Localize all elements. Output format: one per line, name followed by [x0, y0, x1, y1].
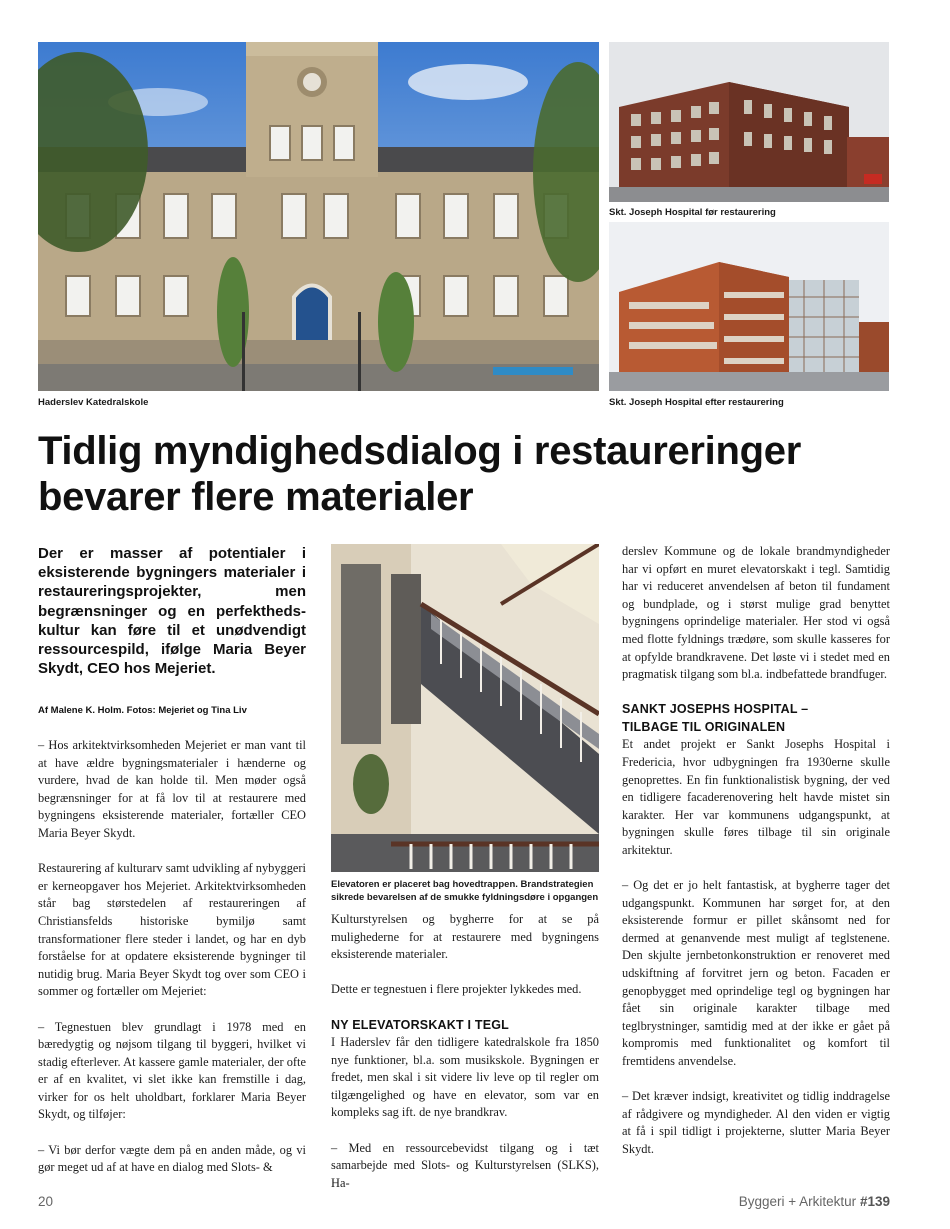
column-3: [622, 543, 890, 1159]
paragraph: derslev Kommune og de lokale brandmyndigheder har vi opført en muret elevatorskakt i tegl. Samtidig har vi reduceret anvendelsen af beton til fundament og bundplade, og i størst mulige grad benyttet bygningens oprindelige materialer. Her stod vi også med flotte fyldnings trædøre, som skulle kasseres for at opfylde brandkravene. Det løste vi i stedet med en pragmatisk tilgang som bl.a. indbefattede brandfuger.: [622, 544, 890, 682]
photo-katedralskole: [38, 42, 599, 391]
article-lead: Der er masser af potentialer i eksisterende bygningers materialer i restaureringsprojekter, men begrænsninger og en perfekthedskultur kan føre til et unødvendigt ressourcespild, ifølge Maria Beyer Skydt, CEO hos Mejeriet.: [38, 545, 306, 678]
issue-number: #139: [859, 1194, 890, 1209]
byline: Af Malene K. Holm. Fotos: Mejeriet og Tina Liv: [38, 705, 247, 716]
paragraph: Kulturstyrelsen og bygherre for at se på mulighederne for at restaurere med bygningens eksisterende materialer.: [331, 912, 599, 962]
subheading: SANKT JOSEPHS HOSPITAL – TILBAGE TIL ORIGINALEN: [622, 702, 809, 734]
photo-staircase: [331, 544, 599, 872]
photo-hospital-after: [609, 222, 889, 391]
magazine-footer: [739, 1194, 890, 1209]
paragraph: – Tegnestuen blev grundlagt i 1978 med en bæredygtig og nøjsom tilgang til byggeri, hvilket vi stadig efterlever. At kassere gamle materialer, der ofte er af en kvalitet, vi slet ikke kan fremstille i dag, virker for os helt uholdbart, forklarer Maria Beyer Skydt, og tilføjer:: [38, 1019, 306, 1122]
paragraph: Et andet projekt er Sankt Josephs Hospital i Fredericia, hvor udbygningen fra 1930erne skulle genoprettes. En fin funktionalistisk bygning, der ved en tidligere facaderenovering helt havde mistet sin karakter. Her var kommunens udgangspunkt, at bygningen skulle føres tilbage til sin originale arkitektur.: [622, 737, 890, 857]
paragraph: Dette er tegnestuen i flere projekter lykkedes med.: [331, 982, 582, 997]
magazine-name: Byggeri + Arkitektur: [738, 1194, 857, 1209]
column-2: [331, 911, 599, 1192]
article-headline: Tidlig myndighedsdialog i restaureringer bevarer flere materialer: [38, 429, 801, 519]
paragraph: – Hos arkitektvirksomheden Mejeriet er man vant til at have ældre bygningsmaterialer i hænderne og vurdere, hvad de kan holde til. Men møder også begrænsninger for at få lov til at restaurere med bygningens eksisterende materialer, fortæller CEO Maria Beyer Skydt.: [38, 738, 306, 840]
paragraph: – Og det er jo helt fantastisk, at bygherre tager det udgangspunkt. Kommunen har sørget for, at den eksisterende formur er pillet skånsomt ned for dermed at genanvende mest muligt af teglstenene. Den skjulte jernbetonkonstruktion er renoveret med udskiftning af forvitret jern og beton. Facaden er genopbygget med oprindelige tegl og bygningen har fået sin originale karakter tilbage med teglbrystninger, samtidig med at der ikke er gået på kompromis med funktionalitet og komfort til fremtidens anvendelse.: [622, 878, 890, 1069]
column-1: [38, 737, 306, 1177]
page-number: 20: [38, 1194, 54, 1209]
caption-staircase: Elevatoren er placeret bag hovedtrappen. Brandstrategien sikrede bevarelsen af de smukke fyldningsdøre i opgangen: [331, 879, 599, 903]
subheading: NY ELEVATORSKAKT I TEGL: [331, 1017, 509, 1032]
photo-hospital-before: [609, 42, 889, 202]
caption-hospital-before: Skt. Joseph Hospital før restaurering: [609, 207, 776, 218]
paragraph: – Det kræver indsigt, kreativitet og tidlig inddragelse af rådgivere og myndigheder. Al den viden er vigtig at få i spil tidligt i projekterne, slutter Maria Beyer Skydt.: [622, 1089, 890, 1156]
paragraph: I Haderslev får den tidligere katedralskole fra 1850 nye funktioner, bl.a. som musikskole. Bygningen er fredet, men skal i sit videre liv leve op til regler om tilgængelighed og have en elevator, som var en kompleks sag ift. de nye brandkrav.: [331, 1035, 599, 1120]
caption-katedralskole: Haderslev Katedralskole: [38, 397, 149, 408]
caption-hospital-after: Skt. Joseph Hospital efter restaurering: [609, 397, 784, 408]
paragraph: – Med en ressourcebevidst tilgang og i tæt samarbejde med Slots- og Kulturstyrelsen (SLKS), Ha-: [331, 1140, 599, 1190]
paragraph: Restaurering af kulturarv samt udvikling af nybyggeri er kerneopgaver hos Mejeriet. Arkitektvirksomheden står bag størstedelen af restaureringen af Christiansfelds historiske bymiljø samt transformationer flere steder i landet, og har en dyb forståelse for at opdatere eksisterende bygninger til nutidig brug. Maria Beyer Skydt tog over som CEO i sommer og fortæller om Mejeriet:: [38, 861, 306, 999]
paragraph: – Vi bør derfor vægte dem på en anden måde, og vi gør meget ud af at have en dialog med Slots- &: [38, 1142, 306, 1175]
